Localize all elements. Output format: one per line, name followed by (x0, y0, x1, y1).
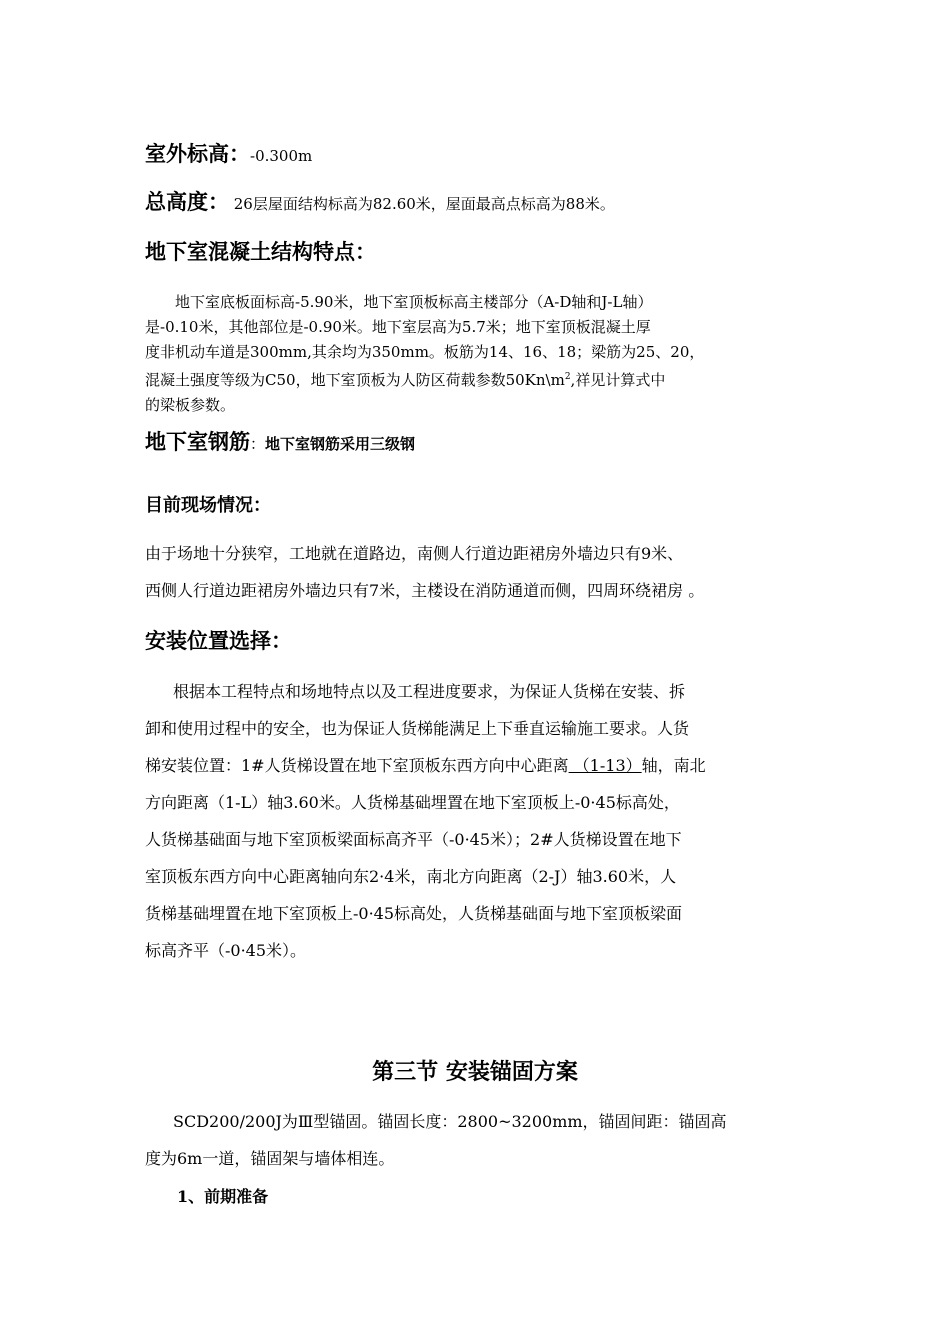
section3-line: 度为6m一道，锚固架与墙体相连。 (145, 1149, 395, 1168)
basement-features-line: 的梁板参数。 (145, 396, 236, 414)
site-status-heading: 目前现场情况： (145, 495, 271, 516)
install-location-text: 轴，南北 (641, 756, 706, 775)
subsection-heading: 1、前期准备 (177, 1187, 269, 1206)
site-status-line: 由于场地十分狭窄，工地就在道路边，南侧人行道边距裙房外墙边只有9米、 (145, 544, 684, 563)
basement-features-line: 度非机动车道是300mm,其余均为350mm。板筋为14、16、18；梁筋为25、20， (145, 343, 705, 361)
section-title: 第三节 安装锚固方案 (372, 1059, 578, 1085)
install-location-line: 货梯基础埋置在地下室顶板上-0·45标高处，人货梯基础面与地下室顶板梁面 (145, 904, 683, 923)
basement-rebar-line (145, 426, 810, 456)
total-height-line (145, 186, 810, 216)
section3-paragraph (145, 1103, 810, 1177)
basement-features-paragraph (145, 290, 810, 418)
axis-range-underlined: （1-13） (568, 756, 642, 775)
install-location-line: 人货梯基础面与地下室顶板梁面标高齐平（-0·45米）；2#人货梯设置在地下 (145, 830, 682, 849)
outdoor-elevation-line (145, 138, 810, 168)
total-height-value: 26层屋面结构标高为82.60米，屋面最高点标高为88米。 (229, 195, 615, 213)
superscript: 2 (564, 372, 571, 382)
basement-features-heading: 地下室混凝土结构特点： (145, 240, 376, 264)
install-location-line: 标高齐平（-0·45米）。 (145, 941, 307, 960)
basement-rebar-label: 地下室钢筋 (145, 430, 250, 454)
install-location-heading: 安装位置选择： (145, 629, 292, 653)
basement-features-text: ,祥见计算式中 (570, 371, 666, 389)
install-location-line: 根据本工程特点和场地特点以及工程进度要求，为保证人货梯在安装、拆 (173, 682, 686, 701)
install-location-line: 方向距离（1-L）轴3.60米。人货梯基础埋置在地下室顶板上-0·45标高处， (145, 793, 680, 812)
section3-line: SCD200/200J为Ⅲ型锚固。锚固长度：2800~3200mm，锚固间距：锚固高 (173, 1112, 727, 1131)
outdoor-elevation-value: -0.300m (250, 147, 313, 165)
install-location-line: 室顶板东西方向中心距离轴向东2·4米，南北方向距离（2-J）轴3.60米，人 (145, 867, 677, 886)
site-status-line: 西侧人行道边距裙房外墙边只有7米，主楼设在消防通道而侧，四周环绕裙房 。 (145, 581, 705, 600)
site-status-paragraph (145, 535, 810, 609)
basement-rebar-colon: ： (250, 435, 266, 453)
total-height-label: 总高度： (145, 190, 229, 214)
basement-features-text: 混凝土强度等级为C50，地下室顶板为人防区荷载参数50Kn\m (145, 371, 565, 389)
basement-features-line (145, 365, 810, 393)
install-location-line (145, 747, 810, 784)
basement-rebar-value: 地下室钢筋采用三级钢 (265, 435, 416, 453)
install-location-line: 卸和使用过程中的安全，也为保证人货梯能满足上下垂直运输施工要求。人货 (145, 719, 690, 738)
outdoor-elevation-label: 室外标高： (145, 142, 250, 166)
install-location-text: 梯安装位置：1#人货梯设置在地下室顶板东西方向中心距离 (145, 756, 569, 775)
basement-features-line: 是-0.10米，其他部位是-0.90米。地下室层高为5.7米；地下室顶板混凝土厚 (145, 318, 651, 336)
install-location-paragraph (145, 673, 810, 969)
basement-features-line: 地下室底板面标高-5.90米，地下室顶板标高主楼部分（A-D轴和J-L轴） (175, 293, 653, 311)
